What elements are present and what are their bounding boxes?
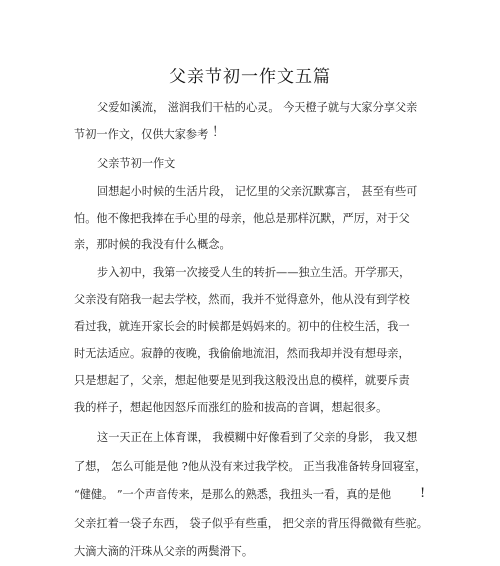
paragraph-line: 只是想起了，父亲，想起他要是见到我这般没出息的模样，就要斥责 [74, 374, 410, 387]
paragraph-line: 看过我，就连开家长会的时候都是妈妈来的。初中的住校生活，我一 [74, 320, 410, 333]
paragraph-line: 我的样子，想起他因怒斥而涨红的脸和拔高的音调，想起很多。 [74, 401, 388, 414]
paragraph-line: 时无法适应。寂静的夜晚，我偷偷地流泪，然而我却并没有想母亲， [74, 347, 410, 360]
paragraph-line: 怕。他不像把我捧在手心里的母亲，他总是那样沉默，严厉，对于父 [74, 212, 410, 225]
paragraph-line: 父亲扛着一袋子东西， 袋子似乎有些重， 把父亲的背压得微微有些驼。 [74, 517, 428, 530]
paragraph-line: 父亲没有陪我一起去学校，然而，我并不觉得意外，他从没有到学校 [74, 293, 410, 306]
paragraph-line: 节初一作文，仅供大家参考 [74, 128, 209, 141]
document-title: 父亲节初一作文五篇 [169, 67, 331, 87]
exclamation-mark: ! [420, 486, 426, 501]
paragraph-line: 这一天正在上体育课， 我模糊中好像看到了父亲的身影， 我又想 [97, 431, 418, 444]
paragraph-line: 大滴大滴的汗珠从父亲的两鬓滑下。 [74, 545, 254, 558]
paragraph-line: 回想起小时候的生活片段， 记忆里的父亲沉默寡言， 甚至有些可 [97, 185, 418, 198]
paragraph-line: 了想， 怎么可能是他 ?他从没有来过我学校。 正当我准备转身回寝室， [74, 460, 427, 473]
paragraph-line: 亲，那时候的我没有什么概念。 [74, 238, 231, 251]
paragraph-line: 父爱如溪流， 滋润我们干枯的心灵。 今天橙子就与大家分享父亲 [97, 101, 418, 114]
section-heading: 父亲节初一作文 [97, 157, 176, 170]
paragraph-line: 步入初中，我第一次接受人生的转折——独立生活。开学那天， [97, 266, 411, 279]
exclamation-mark: ！ [212, 125, 226, 140]
paragraph-line: “健健。 ”一个声音传来，是那么的熟悉，我扭头一看，真的是他 [74, 488, 392, 501]
